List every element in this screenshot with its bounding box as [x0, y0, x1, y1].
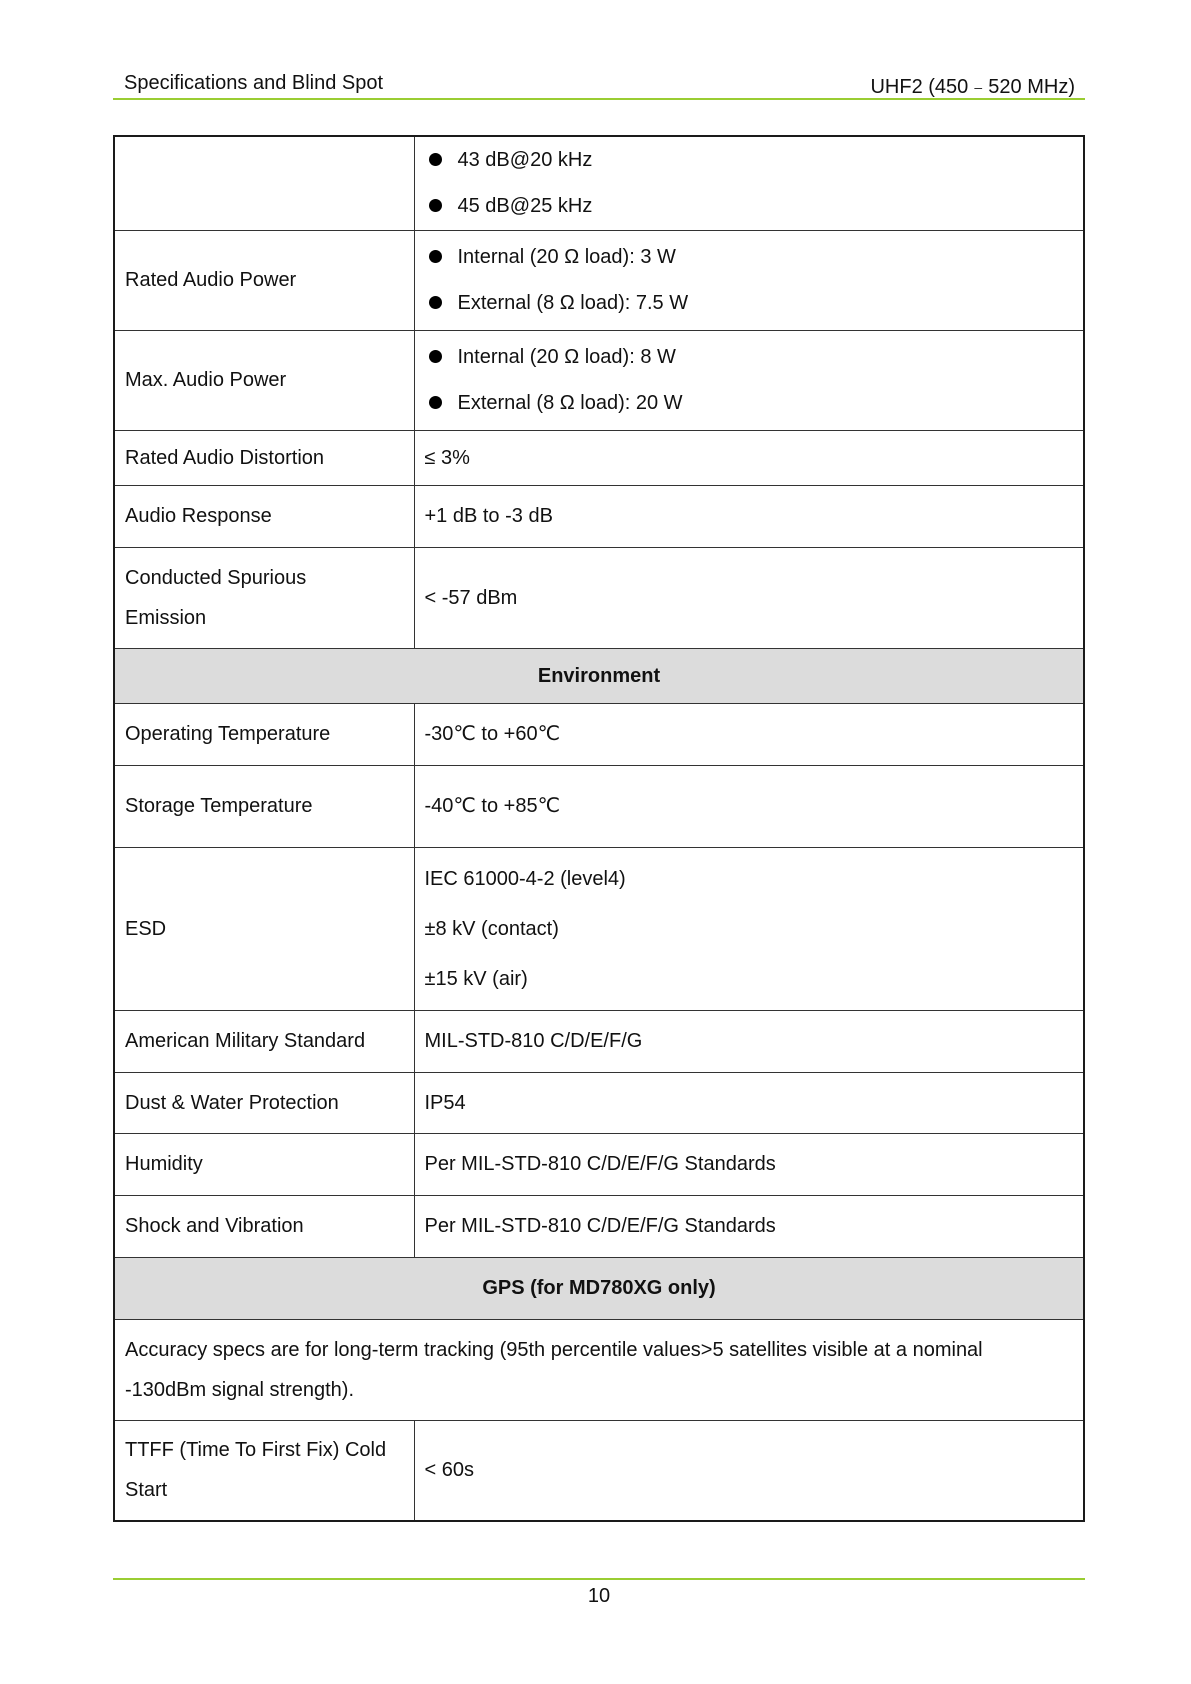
list-item: Internal (20 Ω load): 3 W: [425, 234, 1074, 280]
table-row: [114, 1010, 1084, 1072]
section-title-environment: Environment: [114, 648, 1084, 703]
spec-label: Operating Temperature: [114, 703, 414, 765]
list-item: Internal (20 Ω load): 8 W: [425, 334, 1074, 380]
table-row: [114, 1420, 1084, 1521]
spec-value: Per MIL-STD-810 C/D/E/F/G Standards: [414, 1195, 1084, 1257]
spec-value: [414, 136, 1084, 230]
spec-value: Per MIL-STD-810 C/D/E/F/G Standards: [414, 1133, 1084, 1195]
spec-label: Conducted Spurious Emission: [114, 547, 414, 648]
table-row: [114, 1072, 1084, 1133]
table-row: [114, 847, 1084, 1010]
section-header-row: [114, 648, 1084, 703]
bullet-list: [425, 334, 1074, 426]
table-row: [114, 1319, 1084, 1420]
spec-label: Audio Response: [114, 485, 414, 547]
spec-value: -40℃ to +85℃: [414, 765, 1084, 847]
table-row: [114, 485, 1084, 547]
bullet-list: [425, 234, 1074, 326]
spec-label: Dust & Water Protection: [114, 1072, 414, 1133]
page-number: 10: [587, 1585, 611, 1607]
spec-label: Storage Temperature: [114, 765, 414, 847]
page-footer: [113, 1578, 1085, 1607]
list-item: External (8 Ω load): 20 W: [425, 380, 1074, 426]
table-row: [114, 230, 1084, 330]
header-section-title: Specifications and Blind Spot: [124, 72, 384, 94]
spec-value: < 60s: [414, 1420, 1084, 1521]
spec-value: IEC 61000-4-2 (level4) ±8 kV (contact) ±15 kV (air): [414, 847, 1084, 1010]
header-band-range: UHF2 (450﹣520 MHz): [870, 76, 1075, 98]
spec-value: IP54: [414, 1072, 1084, 1133]
spec-label: Rated Audio Distortion: [114, 430, 414, 485]
spec-value: ≤ 3%: [414, 430, 1084, 485]
specifications-table: [113, 135, 1085, 1522]
bullet-list: [425, 137, 1074, 229]
list-item: External (8 Ω load): 7.5 W: [425, 280, 1074, 326]
bullet-icon: [429, 199, 442, 212]
table-row: [114, 430, 1084, 485]
table-row: [114, 765, 1084, 847]
gps-accuracy-note: Accuracy specs are for long-term tracking (95th percentile values>5 satellites visible at a nominal -130dBm signal strength).: [114, 1319, 1084, 1420]
bullet-icon: [429, 250, 442, 263]
page-header: [113, 68, 1085, 100]
spec-value: < -57 dBm: [414, 547, 1084, 648]
table-row: [114, 547, 1084, 648]
section-title-gps: GPS (for MD780XG only): [114, 1257, 1084, 1319]
list-item: 45 dB@25 kHz: [425, 183, 1074, 229]
spec-label: Shock and Vibration: [114, 1195, 414, 1257]
bullet-icon: [429, 350, 442, 363]
spec-label: TTFF (Time To First Fix) Cold Start: [114, 1420, 414, 1521]
bullet-icon: [429, 396, 442, 409]
table-row: [114, 703, 1084, 765]
table-row: [114, 136, 1084, 230]
section-header-row: [114, 1257, 1084, 1319]
spec-value: MIL-STD-810 C/D/E/F/G: [414, 1010, 1084, 1072]
spec-value: [414, 230, 1084, 330]
bullet-icon: [429, 296, 442, 309]
spec-label: ESD: [114, 847, 414, 1010]
bullet-icon: [429, 153, 442, 166]
spec-label: American Military Standard: [114, 1010, 414, 1072]
spec-label: Rated Audio Power: [114, 230, 414, 330]
list-item: 43 dB@20 kHz: [425, 137, 1074, 183]
table-row: [114, 1133, 1084, 1195]
spec-label-empty: [114, 136, 414, 230]
spec-label: Max. Audio Power: [114, 330, 414, 430]
spec-label: Humidity: [114, 1133, 414, 1195]
spec-value: +1 dB to -3 dB: [414, 485, 1084, 547]
table-row: [114, 1195, 1084, 1257]
spec-value: -30℃ to +60℃: [414, 703, 1084, 765]
table-row: [114, 330, 1084, 430]
spec-value: [414, 330, 1084, 430]
